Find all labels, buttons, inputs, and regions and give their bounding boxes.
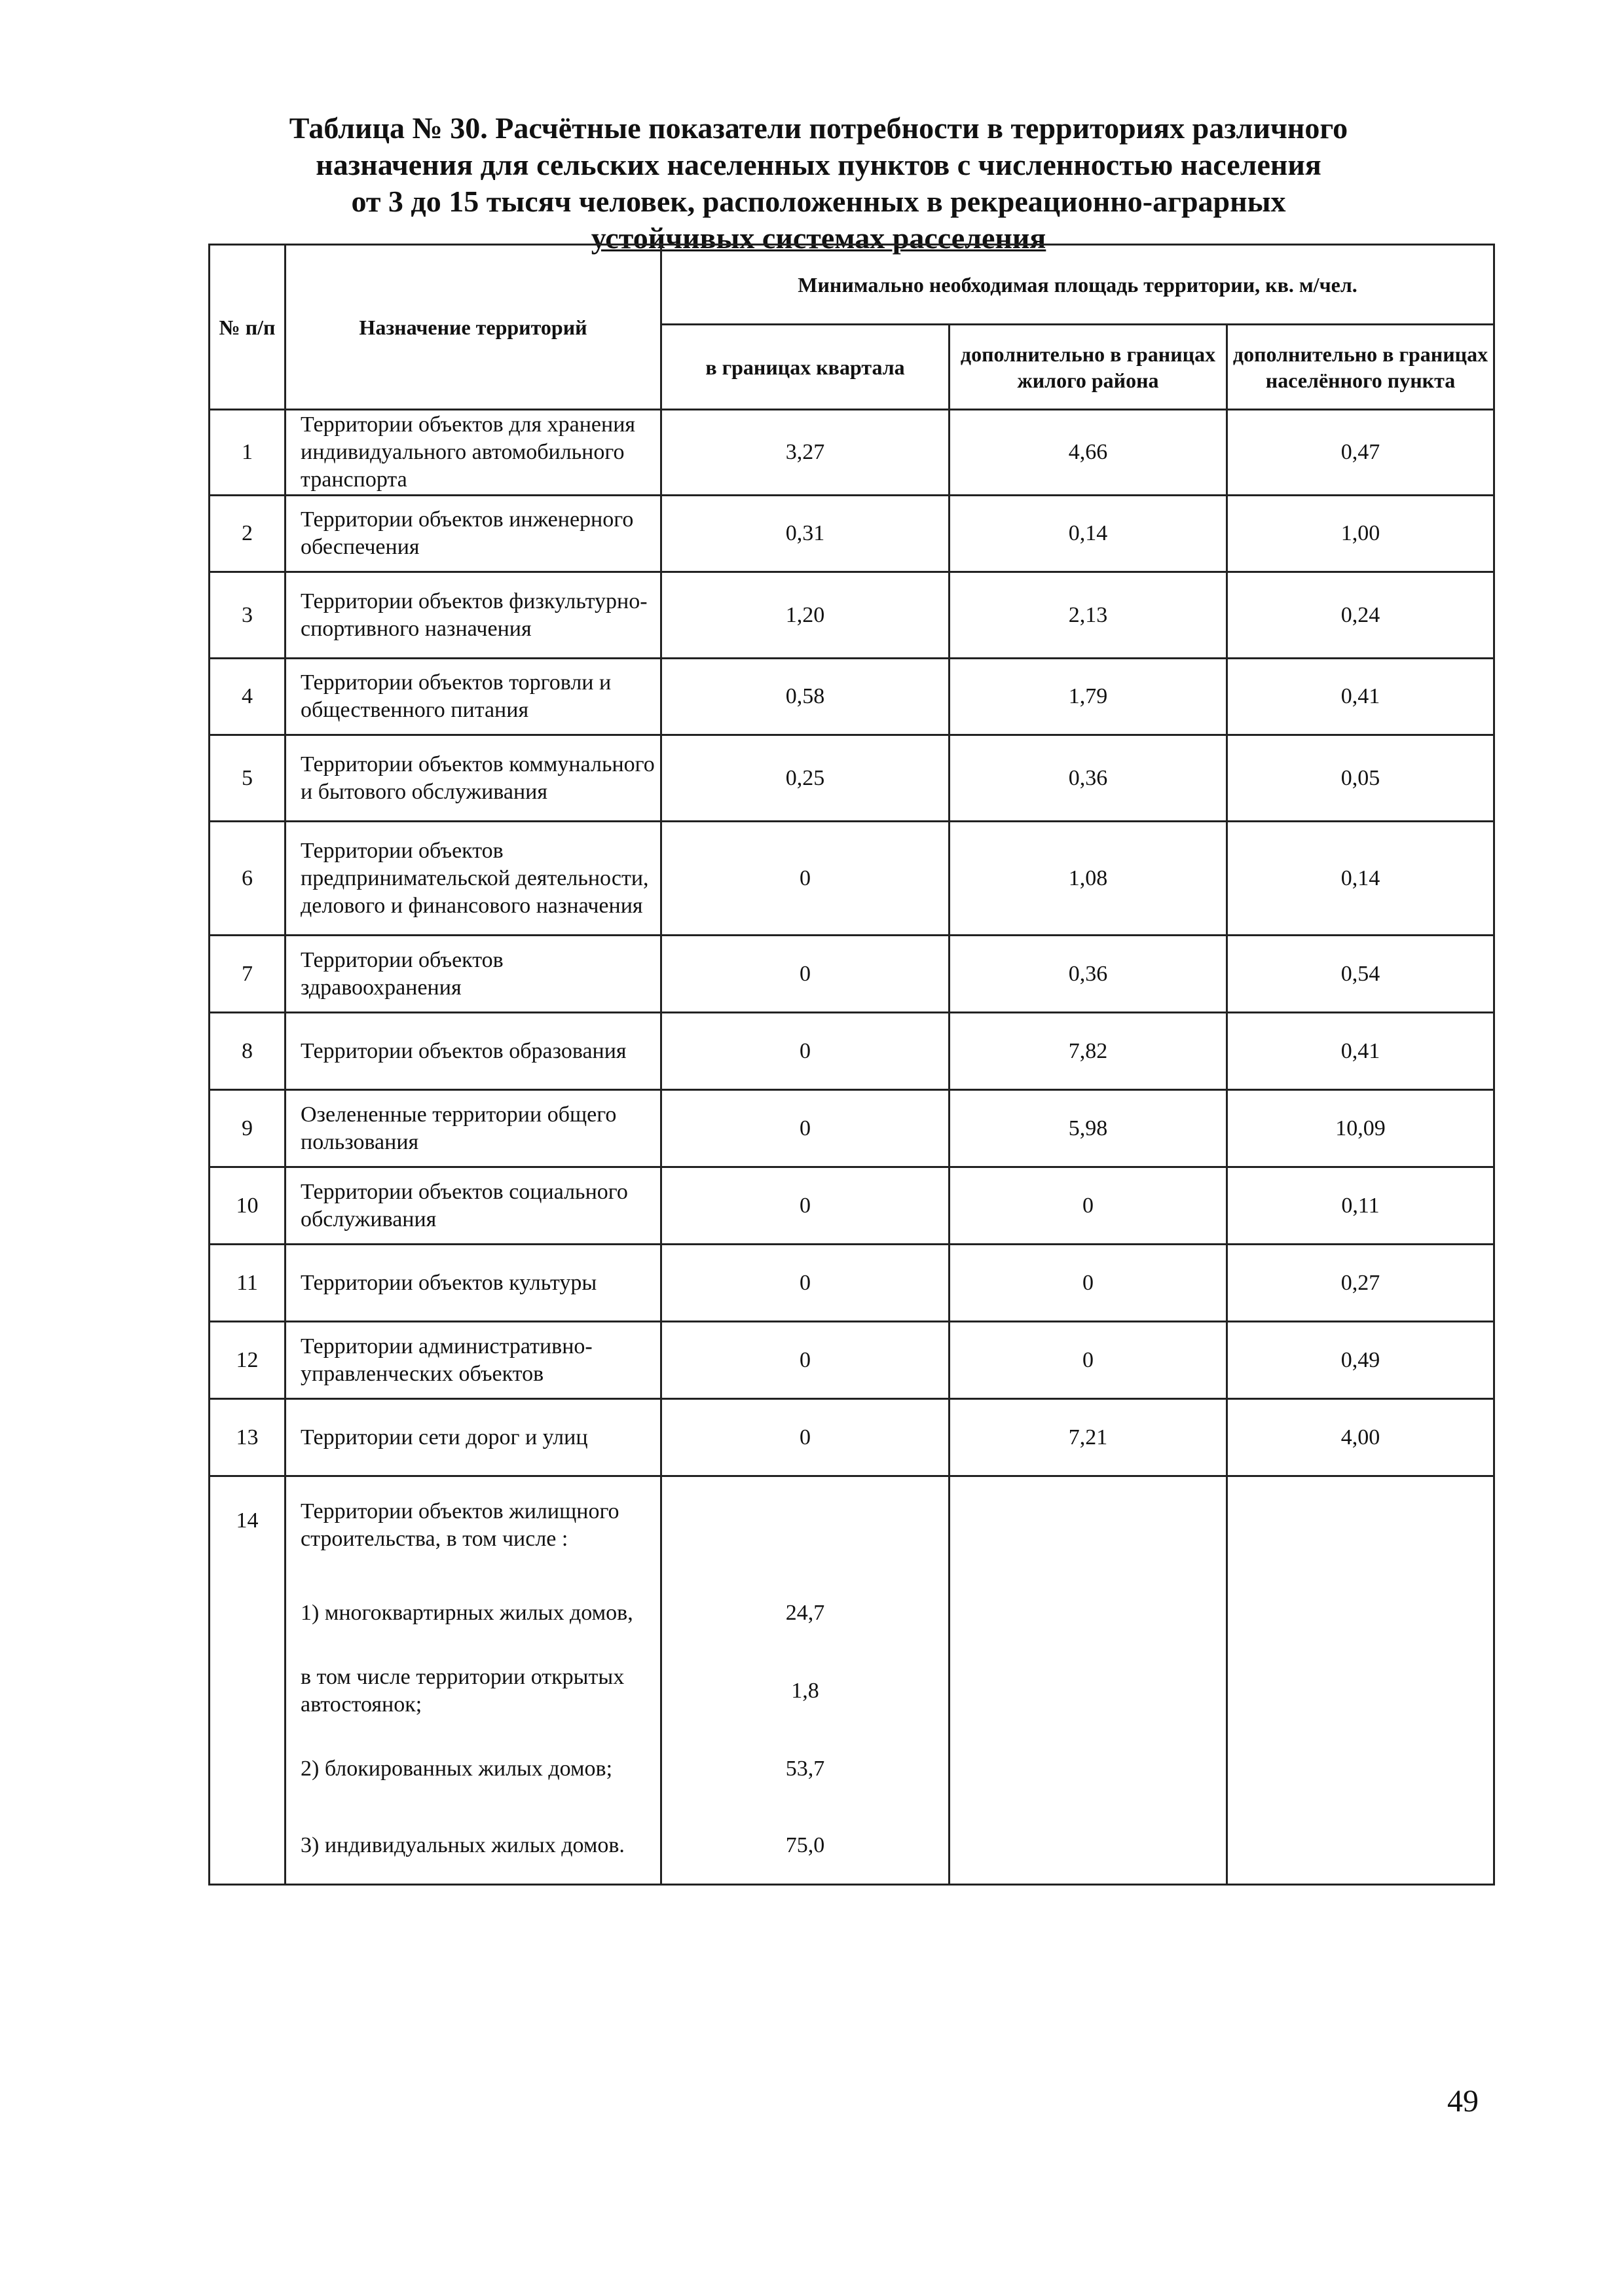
- row-value-quarter: 0,31: [661, 496, 950, 572]
- subrow-label: 1) многоквартирных жилых домов,: [286, 1575, 661, 1652]
- row-value-district: 0: [950, 1245, 1227, 1322]
- header-row-1: [210, 245, 1494, 325]
- table-title: [216, 110, 1421, 257]
- subrow-empty-cell: [1227, 1652, 1494, 1730]
- row-num: 6: [210, 822, 286, 936]
- row-value-quarter: 0: [661, 1245, 950, 1322]
- table-subrow: [210, 1730, 1494, 1808]
- row-empty-cell: [1227, 1476, 1494, 1575]
- subrow-empty-cell: [1227, 1808, 1494, 1885]
- subrow-value-quarter: 53,7: [661, 1730, 950, 1808]
- subrow-label: в том числе территории открытых автостоянок;: [286, 1652, 661, 1730]
- row-num: 13: [210, 1399, 286, 1476]
- table-row: [210, 1013, 1494, 1090]
- row-name: Территории административно-управленческих объектов: [286, 1322, 661, 1399]
- row-value-settlement: 0,11: [1227, 1167, 1494, 1245]
- header-name: Назначение территорий: [286, 245, 661, 410]
- table-row: [210, 1090, 1494, 1167]
- table-row: [210, 936, 1494, 1013]
- table-row: [210, 735, 1494, 822]
- table-row: [210, 572, 1494, 659]
- row-value-quarter: 0,58: [661, 659, 950, 735]
- table-row: [210, 1399, 1494, 1476]
- row-name: Территории объектов культуры: [286, 1245, 661, 1322]
- row-value-quarter: 0: [661, 1013, 950, 1090]
- row-value-quarter: 0: [661, 936, 950, 1013]
- table-row: [210, 1245, 1494, 1322]
- row-value-district: 1,79: [950, 659, 1227, 735]
- row-value-settlement: 0,54: [1227, 936, 1494, 1013]
- table-row: [210, 1167, 1494, 1245]
- row-name: Территории объектов для хранения индивидуального автомобильного транспорта: [286, 410, 661, 496]
- subrow-empty-cell: [1227, 1730, 1494, 1808]
- row-value-settlement: 0,14: [1227, 822, 1494, 936]
- table-subrow: [210, 1808, 1494, 1885]
- row-value-settlement: 10,09: [1227, 1090, 1494, 1167]
- header-num: № п/п: [210, 245, 286, 410]
- title-line-4: устойчивых системах расселения: [591, 221, 1046, 255]
- row-value-district: 0: [950, 1322, 1227, 1399]
- table-row: [210, 496, 1494, 572]
- row-value-district: 0: [950, 1167, 1227, 1245]
- subrow-value-quarter: 1,8: [661, 1652, 950, 1730]
- header-col2: дополнительно в границах жилого района: [950, 325, 1227, 410]
- title-line-2: назначения для сельских населенных пунктов с численностью населения: [316, 148, 1321, 181]
- row-value-district: 0,36: [950, 735, 1227, 822]
- header-group: Минимально необходимая площадь территории, кв. м/чел.: [661, 245, 1494, 325]
- row-num: 1: [210, 410, 286, 496]
- row-num: 5: [210, 735, 286, 822]
- title-line-3: от 3 до 15 тысяч человек, расположенных в рекреационно-аграрных: [351, 185, 1286, 218]
- row-name: Озелененные территории общего пользования: [286, 1090, 661, 1167]
- row-num: 2: [210, 496, 286, 572]
- table-row: [210, 822, 1494, 936]
- row-value-quarter: 1,20: [661, 572, 950, 659]
- header-col3: дополнительно в границах населённого пункта: [1227, 325, 1494, 410]
- title-line-1: Таблица № 30. Расчётные показатели потребности в территориях различного: [289, 111, 1348, 145]
- table-subrow: [210, 1652, 1494, 1730]
- subrow-value-quarter: 24,7: [661, 1575, 950, 1652]
- table-row: [210, 659, 1494, 735]
- row-empty-cell: [950, 1476, 1227, 1575]
- row-name: Территории объектов торговли и общественного питания: [286, 659, 661, 735]
- row-num: 14: [210, 1476, 286, 1885]
- row-num: 3: [210, 572, 286, 659]
- row-num: 10: [210, 1167, 286, 1245]
- row-value-district: 7,82: [950, 1013, 1227, 1090]
- row-num: 9: [210, 1090, 286, 1167]
- row-num: 11: [210, 1245, 286, 1322]
- row-value-district: 4,66: [950, 410, 1227, 496]
- row-name: Территории объектов инженерного обеспечения: [286, 496, 661, 572]
- subrow-value-quarter: 75,0: [661, 1808, 950, 1885]
- row-name: Территории объектов здравоохранения: [286, 936, 661, 1013]
- row-name: Территории сети дорог и улиц: [286, 1399, 661, 1476]
- row-value-settlement: 0,41: [1227, 659, 1494, 735]
- row-value-quarter: 0: [661, 1090, 950, 1167]
- row-value-settlement: 0,49: [1227, 1322, 1494, 1399]
- row-value-settlement: 1,00: [1227, 496, 1494, 572]
- subrow-empty-cell: [950, 1730, 1227, 1808]
- subrow-empty-cell: [950, 1808, 1227, 1885]
- row-name: Территории объектов коммунального и бытового обслуживания: [286, 735, 661, 822]
- row-value-settlement: 0,24: [1227, 572, 1494, 659]
- row-name: Территории объектов образования: [286, 1013, 661, 1090]
- requirements-table: [208, 244, 1495, 1886]
- row-value-quarter: 0,25: [661, 735, 950, 822]
- row-num: 12: [210, 1322, 286, 1399]
- row-value-quarter: 0: [661, 1167, 950, 1245]
- table-row-housing: [210, 1476, 1494, 1575]
- row-value-settlement: 4,00: [1227, 1399, 1494, 1476]
- row-name: Территории объектов жилищного строительства, в том числе :: [286, 1476, 661, 1575]
- row-value-quarter: 3,27: [661, 410, 950, 496]
- row-value-quarter: 0: [661, 1322, 950, 1399]
- row-num: 7: [210, 936, 286, 1013]
- row-value-settlement: 0,47: [1227, 410, 1494, 496]
- row-name: Территории объектов физкультурно-спортивного назначения: [286, 572, 661, 659]
- row-name: Территории объектов предпринимательской деятельности, делового и финансового назначения: [286, 822, 661, 936]
- header-col1: в границах квартала: [661, 325, 950, 410]
- subrow-label: 2) блокированных жилых домов;: [286, 1730, 661, 1808]
- table-row: [210, 410, 1494, 496]
- row-num: 8: [210, 1013, 286, 1090]
- subrow-label: 3) индивидуальных жилых домов.: [286, 1808, 661, 1885]
- subrow-empty-cell: [1227, 1575, 1494, 1652]
- row-num: 4: [210, 659, 286, 735]
- row-value-district: 5,98: [950, 1090, 1227, 1167]
- table-row: [210, 1322, 1494, 1399]
- row-value-quarter: 0: [661, 822, 950, 936]
- subrow-empty-cell: [950, 1652, 1227, 1730]
- row-value-quarter: 0: [661, 1399, 950, 1476]
- row-empty-cell: [661, 1476, 950, 1575]
- row-value-settlement: 0,05: [1227, 735, 1494, 822]
- row-value-settlement: 0,41: [1227, 1013, 1494, 1090]
- row-value-district: 1,08: [950, 822, 1227, 936]
- row-name: Территории объектов социального обслуживания: [286, 1167, 661, 1245]
- subrow-empty-cell: [950, 1575, 1227, 1652]
- row-value-district: 0,14: [950, 496, 1227, 572]
- row-value-district: 2,13: [950, 572, 1227, 659]
- table-subrow: [210, 1575, 1494, 1652]
- row-value-district: 0,36: [950, 936, 1227, 1013]
- row-value-settlement: 0,27: [1227, 1245, 1494, 1322]
- page-number: 49: [1447, 2084, 1479, 2119]
- row-value-district: 7,21: [950, 1399, 1227, 1476]
